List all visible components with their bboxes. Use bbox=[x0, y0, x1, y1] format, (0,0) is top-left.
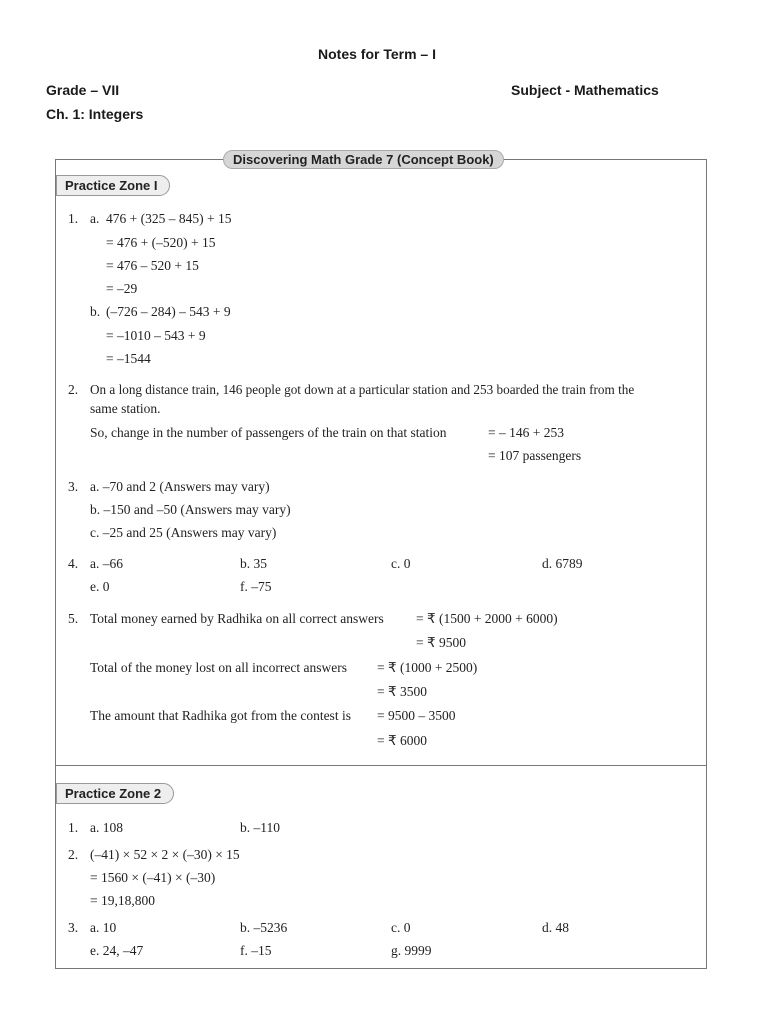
z2-q3-b: b. –5236 bbox=[240, 920, 288, 935]
z2-q2-number: 2. bbox=[68, 847, 79, 862]
q4-a: a. –66 bbox=[90, 556, 123, 571]
q3-a: a. –70 and 2 (Answers may vary) bbox=[90, 479, 270, 494]
practice-zone-2-title: Practice Zone 2 bbox=[56, 783, 174, 804]
z2-q1-b: b. –110 bbox=[240, 820, 280, 835]
z2-q3-c: c. 0 bbox=[391, 920, 411, 935]
practice-zone-1-title: Practice Zone I bbox=[56, 175, 170, 196]
z2-q2-line-1: (–41) × 52 × 2 × (–30) × 15 bbox=[90, 847, 240, 862]
subject-label: Subject - Mathematics bbox=[511, 82, 659, 98]
q1a-line-2: = 476 + (–520) + 15 bbox=[106, 235, 216, 250]
z2-q2-line-3: = 19,18,800 bbox=[90, 893, 155, 908]
q5-number: 5. bbox=[68, 611, 79, 626]
q1a-label: a. bbox=[90, 211, 100, 226]
q4-d: d. 6789 bbox=[542, 556, 583, 571]
q1b-line-2: = –1010 – 543 + 9 bbox=[106, 328, 206, 343]
q2-number: 2. bbox=[68, 382, 79, 397]
q5-line-3-value: = ₹ (1000 + 2500) bbox=[377, 660, 478, 675]
q4-e: e. 0 bbox=[90, 579, 110, 594]
q2-line-3-value: = – 146 + 253 bbox=[488, 425, 564, 440]
z2-q1-number: 1. bbox=[68, 820, 79, 835]
q4-f: f. –75 bbox=[240, 579, 272, 594]
q1-number: 1. bbox=[68, 211, 79, 226]
grade-label: Grade – VII bbox=[46, 82, 120, 98]
chapter-label: Ch. 1: Integers bbox=[46, 106, 144, 122]
z2-q1-a: a. 108 bbox=[90, 820, 123, 835]
q3-b: b. –150 and –50 (Answers may vary) bbox=[90, 502, 291, 517]
z2-q3-f: f. –15 bbox=[240, 943, 272, 958]
q1a-line-1: 476 + (325 – 845) + 15 bbox=[106, 211, 232, 226]
book-title-banner: Discovering Math Grade 7 (Concept Book) bbox=[223, 150, 504, 169]
q2-line-4: = 107 passengers bbox=[488, 448, 582, 463]
q3-c: c. –25 and 25 (Answers may vary) bbox=[90, 525, 277, 540]
q5-line-1-value: = ₹ (1500 + 2000 + 6000) bbox=[416, 611, 558, 626]
z2-q3-e: e. 24, –47 bbox=[90, 943, 144, 958]
q1a-line-3: = 476 – 520 + 15 bbox=[106, 258, 199, 273]
q2-line-1: On a long distance train, 146 people got down at a particular station and 253 boarded the train from the bbox=[90, 382, 635, 397]
q1b-label: b. bbox=[90, 304, 101, 319]
q3-number: 3. bbox=[68, 479, 79, 494]
q4-b: b. 35 bbox=[240, 556, 267, 571]
q2-line-3: So, change in the number of passengers of the train on that station bbox=[90, 425, 447, 440]
z2-q3-g: g. 9999 bbox=[391, 943, 432, 958]
q2-line-2: same station. bbox=[90, 401, 161, 416]
z2-q3-d: d. 48 bbox=[542, 920, 569, 935]
q4-number: 4. bbox=[68, 556, 79, 571]
page-title: Notes for Term – I bbox=[318, 46, 436, 62]
q5-line-4: = ₹ 3500 bbox=[377, 684, 427, 699]
z2-q2-line-2: = 1560 × (–41) × (–30) bbox=[90, 870, 216, 885]
q5-line-1: Total money earned by Radhika on all correct answers bbox=[90, 611, 384, 626]
q5-line-5-value: = 9500 – 3500 bbox=[377, 708, 456, 723]
q5-line-2: = ₹ 9500 bbox=[416, 635, 466, 650]
zone-divider bbox=[55, 765, 707, 766]
z2-q3-a: a. 10 bbox=[90, 920, 117, 935]
q5-line-3: Total of the money lost on all incorrect answers bbox=[90, 660, 347, 675]
q5-line-6: = ₹ 6000 bbox=[377, 733, 427, 748]
q5-line-5: The amount that Radhika got from the contest is bbox=[90, 708, 351, 723]
q1a-line-4: = –29 bbox=[106, 281, 138, 296]
z2-q3-number: 3. bbox=[68, 920, 79, 935]
q1b-line-1: (–726 – 284) – 543 + 9 bbox=[106, 304, 231, 319]
q1b-line-3: = –1544 bbox=[106, 351, 151, 366]
q4-c: c. 0 bbox=[391, 556, 411, 571]
